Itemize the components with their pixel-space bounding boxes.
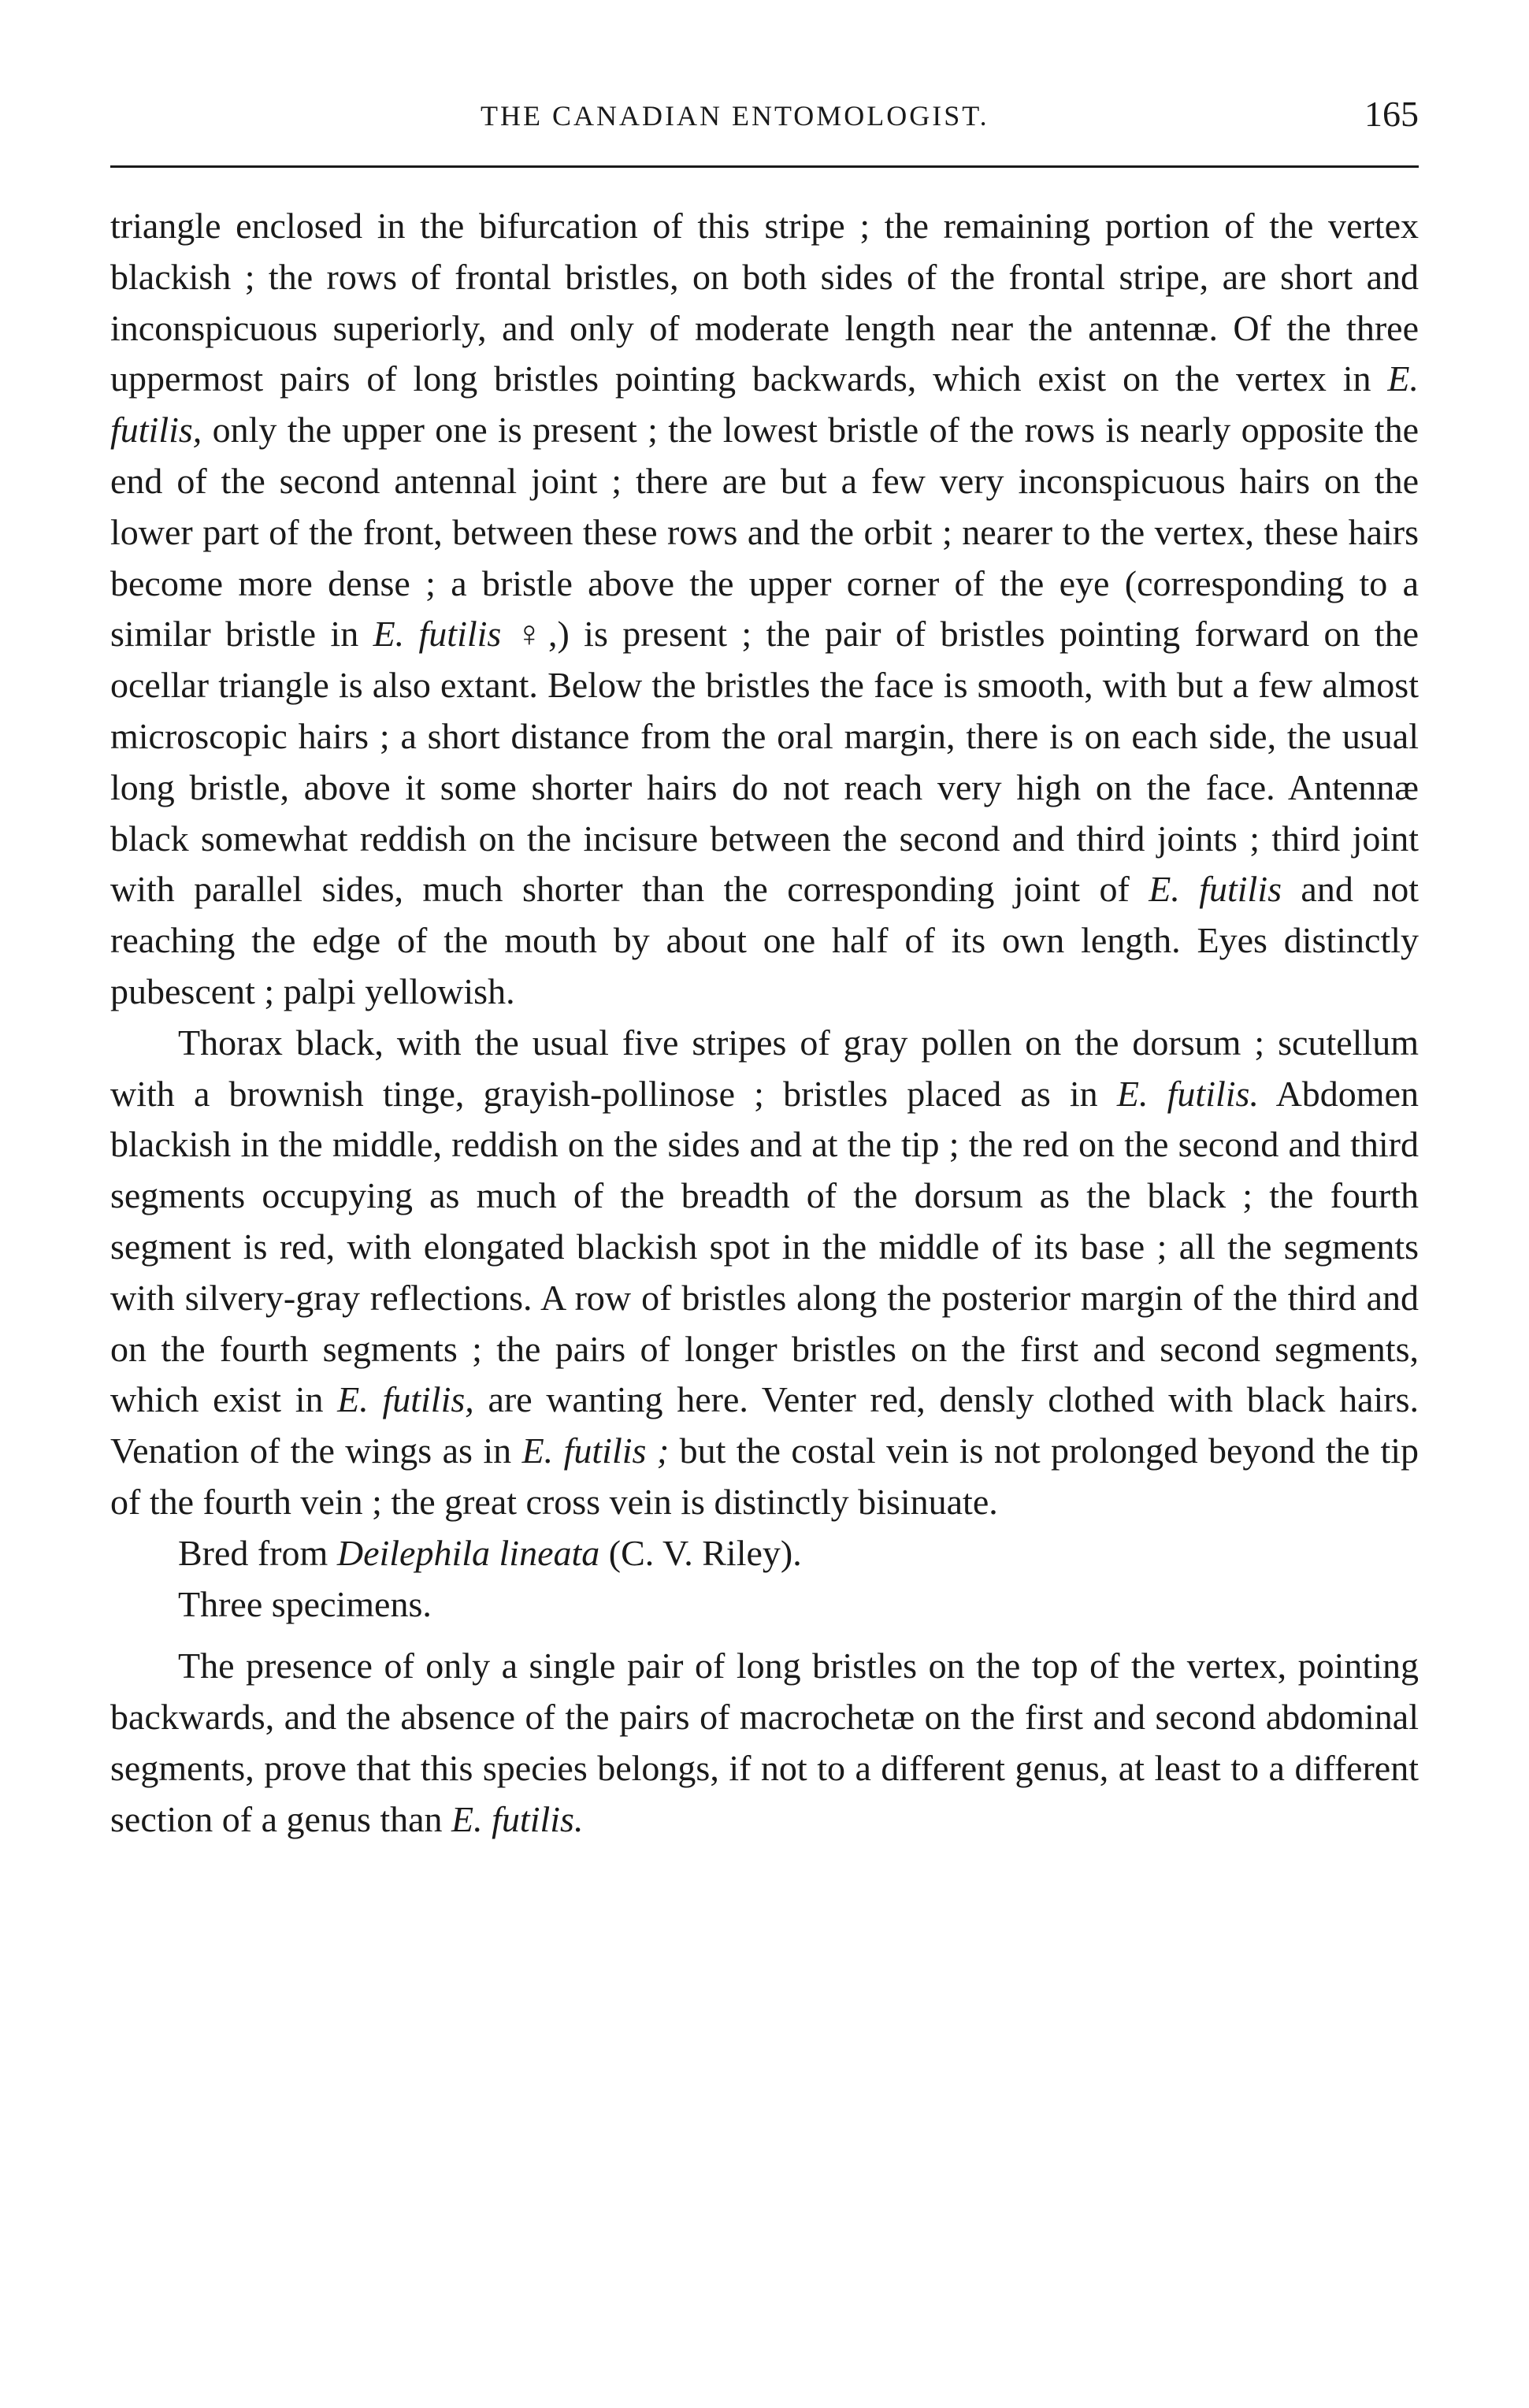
species-name-italic: E. futilis — [373, 614, 502, 655]
paragraph-4 — [110, 1579, 1419, 1631]
text-run: triangle enclosed in the bifurcation of this stripe ; the remaining portion of the vertex blackish ; the rows of frontal bristles, on both sides of the frontal stripe, are short and inconspicuous superiorly, and only of moderate length near the antennæ. Of the three uppermost pairs of long bristles pointing backwards, which exist on the vertex in — [110, 206, 1419, 399]
text-run: and not reaching the edge of the mouth by about one half of its own length. Eyes distinctly pubescent ; palpi yellowish. — [110, 869, 1419, 1011]
body-text — [110, 201, 1419, 1846]
text-run: ♀,) is present ; the pair of bristles pointing forward on the ocellar triangle is also extant. Below the bristles the face is smooth, with but a few almost microscopic hairs ; a short distance from the oral margin, there is on each side, the usual long bristle, above it some shorter hairs do not reach very high on the face. Antennæ black somewhat reddish on the incisure between the second and third joints ; third joint with parallel sides, much shorter than the corresponding joint of — [110, 614, 1419, 910]
text-run: (C. V. Riley). — [599, 1532, 802, 1573]
text-run: Abdomen blackish in the middle, reddish on the sides and at the tip ; the red on the second and third segments occupying as much of the breadth of the dorsum as the black ; the fourth segment is red, with elongated blackish spot in the middle of its base ; all the segments with silvery-gray reflections. A row of bristles along the posterior margin of the third and on the fourth segments ; the pairs of longer bristles on the first and second segments, which exist in — [110, 1073, 1420, 1420]
text-run: The presence of only a single pair of long bristles on the top of the vertex, pointing backwards, and the absence of the pairs of macrochetæ on the first and second abdominal segments, prove that this species belongs, if not to a different genus, at least to a different section of a genus than — [110, 1646, 1419, 1839]
text-run: Thorax black, with the usual five stripes of gray pollen on the dorsum ; scutellum with a brownish tinge, grayish-pollinose ; bristles placed as in — [110, 1022, 1419, 1114]
paragraph-3 — [110, 1528, 1419, 1579]
running-title: THE CANADIAN ENTOMOLOGIST. — [481, 100, 989, 132]
species-name-italic: E. futilis ; — [521, 1430, 670, 1471]
species-name-italic: E. futilis, — [337, 1379, 474, 1420]
species-name-italic: E. futilis. — [451, 1798, 584, 1839]
species-name-italic: Deilephila lineata — [336, 1532, 600, 1573]
species-name-italic: E. futilis. — [1116, 1073, 1259, 1114]
paragraph-2 — [110, 1018, 1419, 1528]
text-run: are wanting here. Venter red, densly clothed with black hairs. Venation of the wings as in — [110, 1379, 1420, 1471]
text-run: but the costal vein is not prolonged beyond the tip of the fourth vein ; the great cross vein is distinctly bisinuate. — [110, 1430, 1420, 1522]
text-run: Three specimens. — [178, 1583, 432, 1624]
running-header — [110, 93, 1419, 140]
paragraph-5 — [110, 1641, 1419, 1845]
species-name-italic: E. futilis, — [110, 358, 1419, 451]
text-run: Bred from — [178, 1532, 337, 1573]
header-rule — [110, 165, 1419, 168]
species-name-italic: E. futilis — [1149, 869, 1282, 910]
text-run: only the upper one is present ; the lowest bristle of the rows is nearly opposite the end of the second antennal joint ; there are but a few very inconspicuous hairs on the lower part of the front, between these rows and the orbit ; nearer to the vertex, these hairs become more dense ; a bristle above the upper corner of the eye (corresponding to a similar bristle in — [110, 410, 1419, 655]
paragraph-1 — [110, 201, 1419, 1018]
page-number: 165 — [1364, 94, 1419, 134]
